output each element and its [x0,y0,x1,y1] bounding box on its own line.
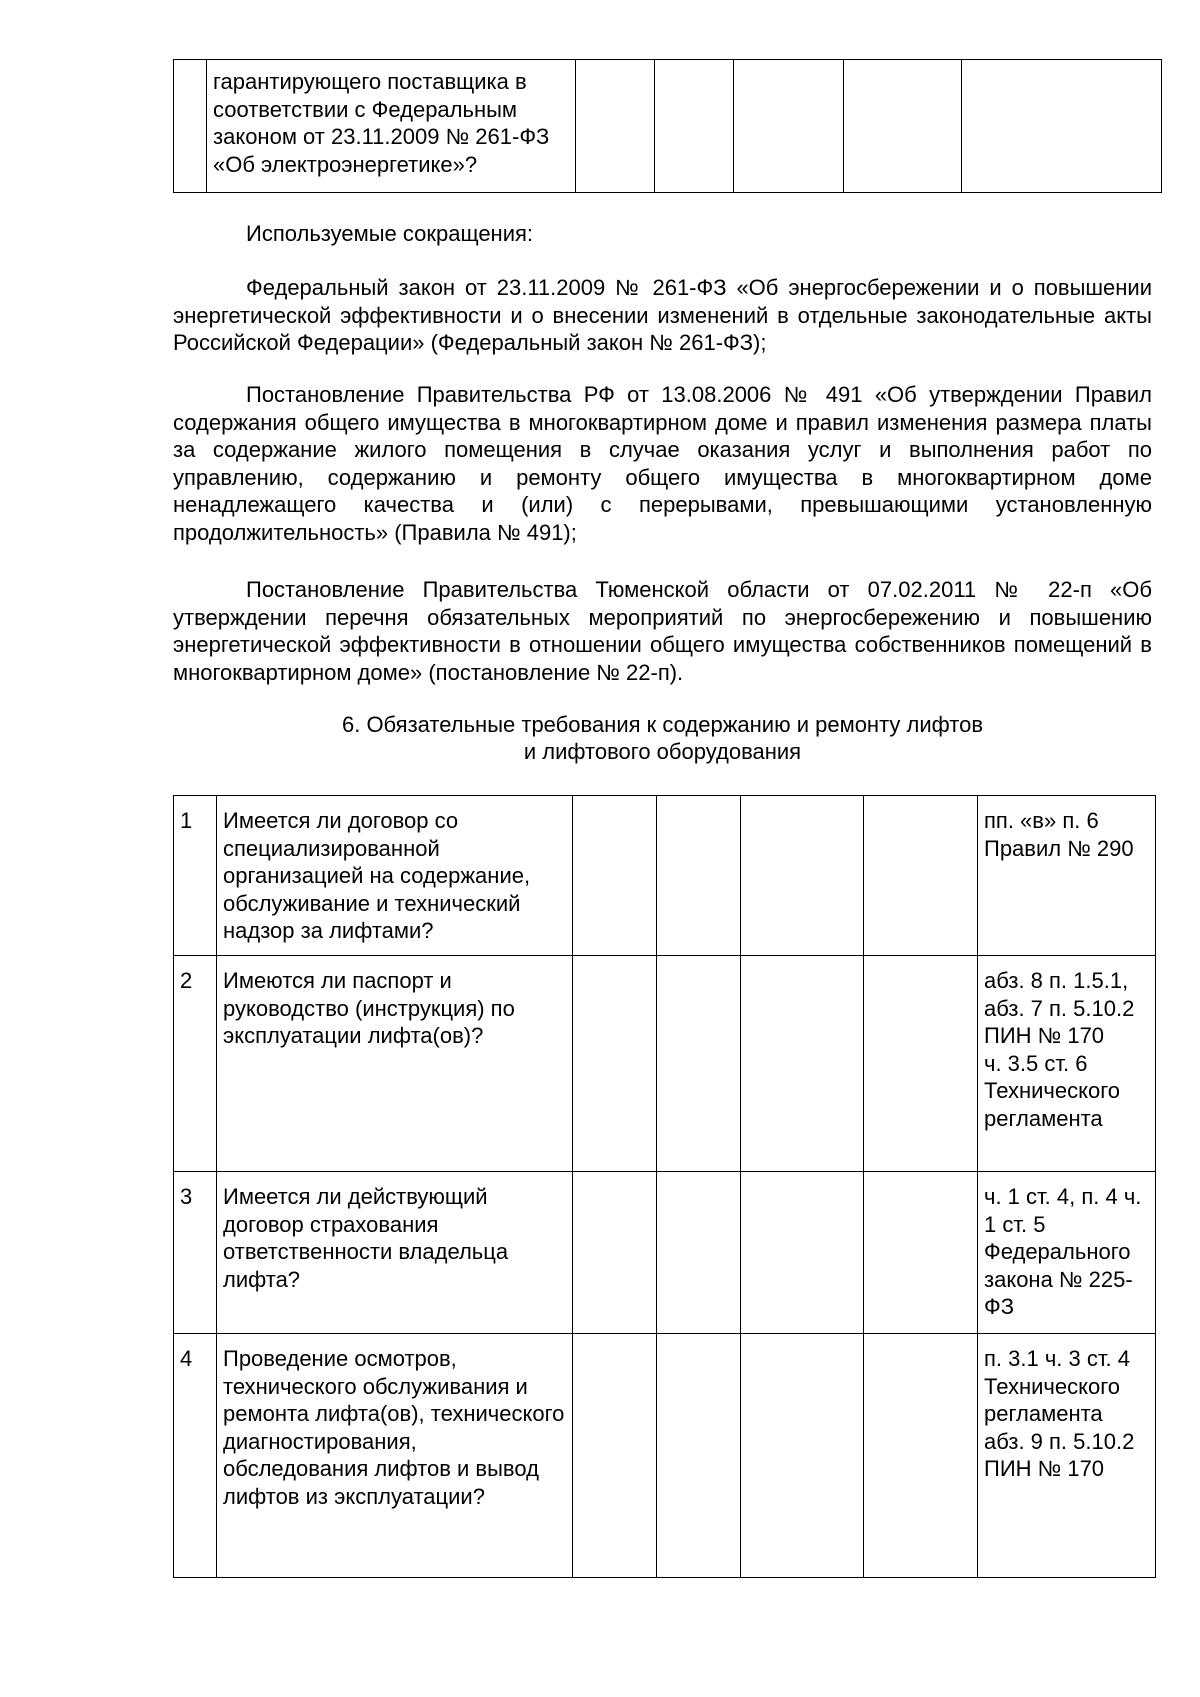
section-title-line1: 6. Обязательные требования к содержанию и ремонту лифтов [341,712,984,737]
answer-cell [844,60,962,193]
answer-cell [657,1172,741,1334]
abbreviation-item: Постановление Правительства Тюменской области от 07.02.2011 № 22-п «Об утверждении перечня обязательных мероприятий по энергосбережению и повышению энергетической эффективности в отношении общего имущества собственников помещений в многоквартирном доме» (постановление № 22-п). [173,577,1152,685]
abbreviations-intro: Используемые сокращения: [246,221,534,246]
answer-cell [573,796,657,956]
section-title-line2: и лифтового оборудования [523,739,802,764]
question-cell: Имеется ли действующий договор страхования ответственности владельца лифта? [217,1172,573,1334]
reference-cell [962,60,1162,193]
answer-cell [741,1172,864,1334]
answer-cell [573,1334,657,1578]
answer-cell [576,60,655,193]
number-cell: 4 [174,1334,217,1578]
answer-cell [741,796,864,956]
answer-cell [741,956,864,1172]
reference-cell: абз. 8 п. 1.5.1, абз. 7 п. 5.10.2 ПИН № 170 ч. 3.5 ст. 6 Технического регламента [978,956,1156,1172]
answer-cell [864,1334,978,1578]
answer-cell [573,956,657,1172]
answer-cell [657,796,741,956]
number-cell: 3 [174,1172,217,1334]
table-row [174,796,1156,956]
abbreviation-item: Постановление Правительства РФ от 13.08.2006 № 491 «Об утверждении Правил содержания общего имущества в многоквартирном доме и правил изменения размера платы за содержание жилого помещения в случае оказания услуг и выполнения работ по управлению, содержанию и ремонту общего имущества в многоквартирном доме ненадлежащего качества и (или) с перерывами, превышающими установленную продолжительность» (Правила № 491); [173,382,1152,545]
answer-cell [864,956,978,1172]
reference-cell: п. 3.1 ч. 3 ст. 4 Технического регламента абз. 9 п. 5.10.2 ПИН № 170 [978,1334,1156,1578]
answer-cell [657,956,741,1172]
number-cell: 2 [174,956,217,1172]
reference-cell: пп. «в» п. 6 Правил № 290 [978,796,1156,956]
question-cell: гарантирующего поставщика в соответствии с Федеральным законом от 23.11.2009 № 261-ФЗ «Об электроэнергетике»? [207,60,576,193]
answer-cell [573,1172,657,1334]
question-cell: Проведение осмотров, технического обслуживания и ремонта лифта(ов), технического диагностирования, обследования лифтов и вывод лифтов из эксплуатации? [217,1334,573,1578]
question-cell: Имеется ли договор со специализированной организацией на содержание, обслуживание и технический надзор за лифтами? [217,796,573,956]
reference-cell: ч. 1 ст. 4, п. 4 ч. 1 ст. 5 Федерального закона № 225-ФЗ [978,1172,1156,1334]
table-row [174,1172,1156,1334]
answer-cell [655,60,734,193]
answer-cell [657,1334,741,1578]
number-cell: 1 [174,796,217,956]
table-row [174,956,1156,1172]
question-cell: Имеются ли паспорт и руководство (инструкция) по эксплуатации лифта(ов)? [217,956,573,1172]
number-cell [174,60,207,193]
table-row [174,60,1162,193]
answer-cell [734,60,844,193]
answer-cell [864,796,978,956]
lift-requirements-table [173,795,1156,1578]
answer-cell [864,1172,978,1334]
top-table [173,59,1162,193]
abbreviation-item: Федеральный закон от 23.11.2009 № 261-ФЗ «Об энергосбережении и о повышении энергетической эффективности и о внесении изменений в отдельные законодательные акты Российской Федерации» (Федеральный закон № 261-ФЗ); [173,275,1152,355]
table-row [174,1334,1156,1578]
answer-cell [741,1334,864,1578]
